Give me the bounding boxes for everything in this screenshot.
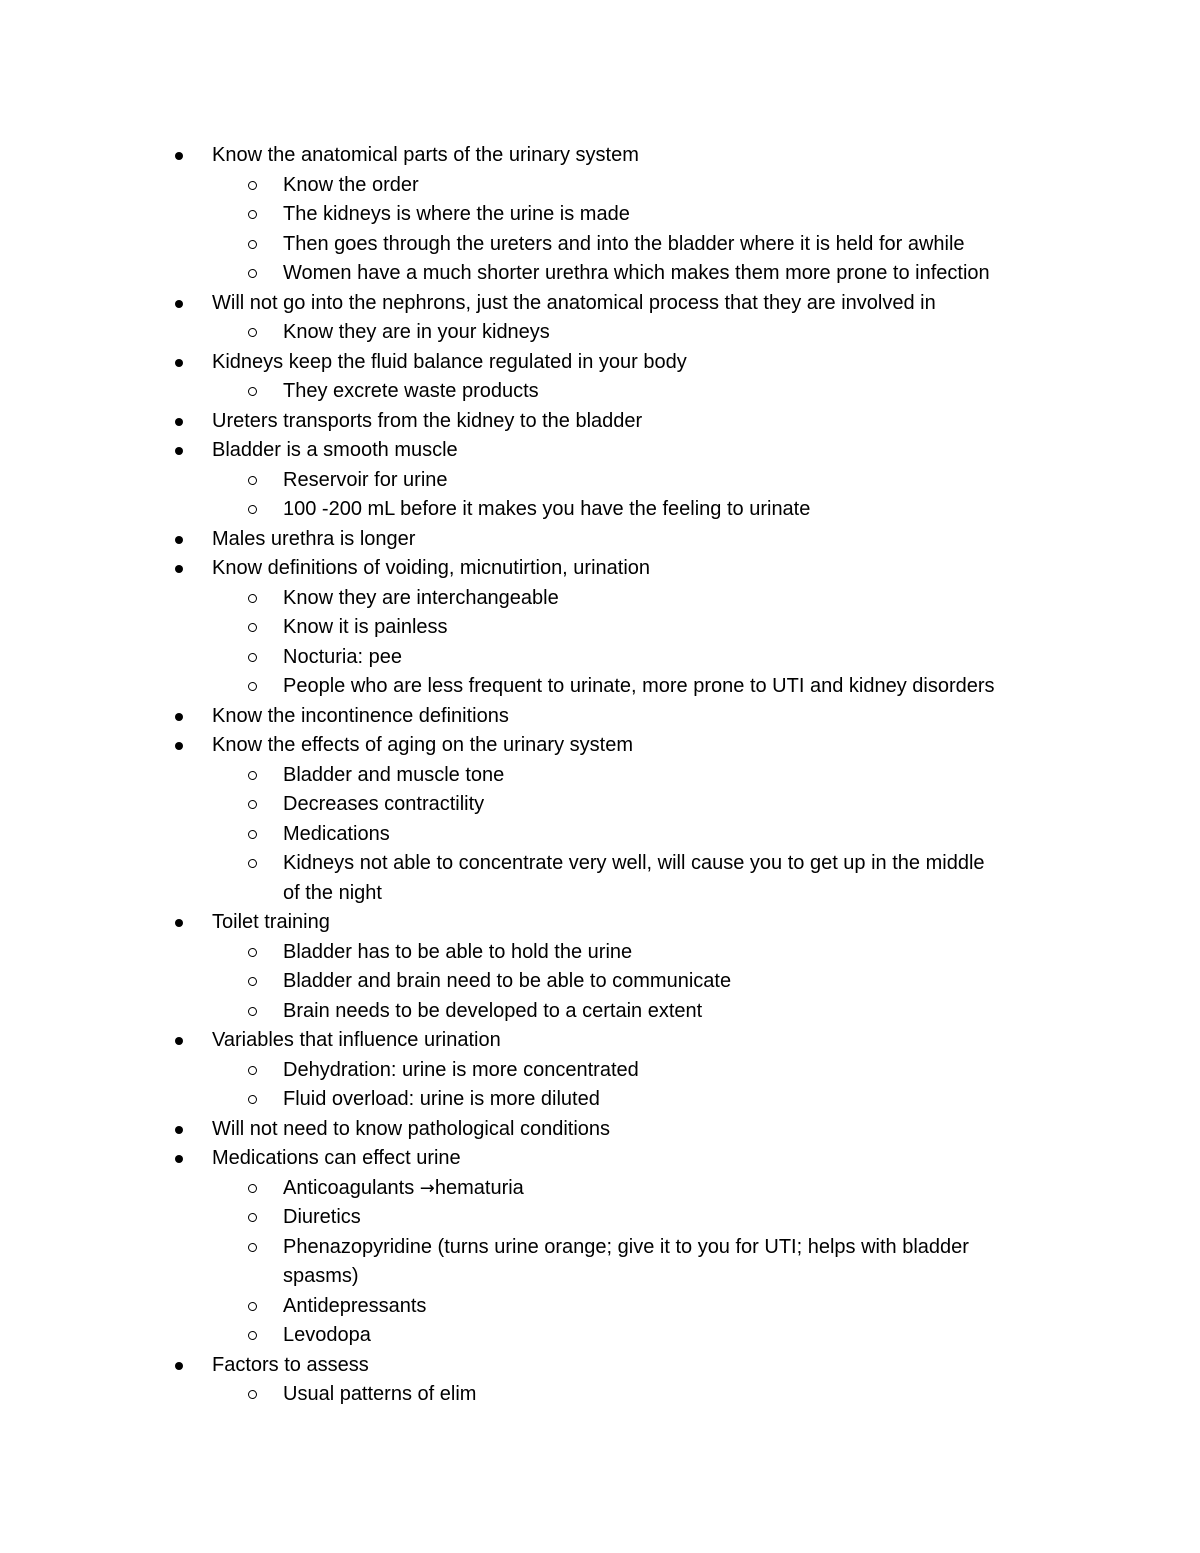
sub-bullet-text: Reservoir for urine [283,468,448,491]
sub-bullet-line [0,1380,1200,1410]
hollow-bullet-icon [248,1184,257,1193]
hollow-bullet-icon [248,210,257,219]
sub-bullet-text: Levodopa [283,1324,371,1346]
filled-bullet-icon [175,300,183,308]
sub-bullet-text: Diuretics [283,1206,361,1228]
sub-bullet-text: Nocturia: pee [283,645,402,668]
sub-bullet-line [0,790,1200,820]
sub-bullet-line [0,1203,1200,1233]
sub-bullet-continuation-text: spasms) [283,1265,359,1287]
sub-bullet-line [0,584,1200,614]
bullet-line [0,1026,1200,1056]
filled-bullet-icon [175,1362,183,1370]
bullet-text: Know the effects of aging on the urinary system [212,734,633,756]
sub-bullet-line [0,1174,1200,1204]
sub-bullet-line [0,820,1200,850]
bullet-item [0,525,1200,555]
bullet-text: Know the anatomical parts of the urinary system [212,144,639,166]
sub-bullet-text: People who are less frequent to urinate, more prone to UTI and kidney disorders [283,675,995,697]
bullet-text: Ureters transports from the kidney to the bladder [212,409,643,432]
sub-bullet-line [0,761,1200,791]
sub-bullet-line [0,230,1200,260]
hollow-bullet-icon [248,181,257,190]
bullet-item [0,141,1200,289]
bullet-text: Factors to assess [212,1353,369,1376]
sub-bullet-text [283,1174,524,1204]
sub-bullet-text: Women have a much shorter urethra which makes them more prone to infection [283,262,990,284]
hollow-bullet-icon [248,948,257,957]
bullet-text: Medications can effect urine [212,1147,461,1169]
hollow-bullet-icon [248,1243,257,1252]
bullet-item [0,731,1200,908]
bullet-item [0,407,1200,437]
sub-bullet-text: Medications [283,822,390,845]
sub-bullet-text: They excrete waste products [283,380,539,402]
right-arrow-icon: → [419,1177,435,1199]
sub-bullet-line [0,1056,1200,1086]
hollow-bullet-icon [248,269,257,278]
hollow-bullet-icon [248,1213,257,1222]
sub-bullet-line [0,997,1200,1027]
sub-bullet-text: Dehydration: urine is more concentrated [283,1058,639,1081]
hollow-bullet-icon [248,800,257,809]
sub-bullet-text: Know it is painless [283,616,448,638]
hollow-bullet-icon [248,328,257,337]
bullet-line [0,554,1200,584]
filled-bullet-icon [175,1155,183,1163]
sub-bullet-line [0,1321,1200,1351]
hollow-bullet-icon [248,1066,257,1075]
hollow-bullet-icon [248,594,257,603]
sub-bullet-text: Know the order [283,173,419,196]
bullet-item [0,1144,1200,1351]
sub-bullet-text: Fluid overload: urine is more diluted [283,1088,600,1110]
sub-bullet-text: Know they are interchangeable [283,586,559,609]
sub-bullet-continuation-text: of the night [283,881,382,904]
bullet-line [0,348,1200,378]
sub-bullet-text: Bladder has to be able to hold the urine [283,940,633,963]
sub-bullet-text: Bladder and muscle tone [283,763,505,786]
bullet-line [0,1115,1200,1145]
sub-bullet-line [0,1292,1200,1322]
hollow-bullet-icon [248,505,257,514]
bullet-text: Toilet training [212,911,330,933]
sub-bullet-text: Brain needs to be developed to a certain extent [283,999,703,1022]
bullet-item [0,436,1200,525]
filled-bullet-icon [175,565,183,573]
sub-bullet-text: Antidepressants [283,1294,427,1317]
hollow-bullet-icon [248,682,257,691]
filled-bullet-icon [175,1037,183,1045]
sub-bullet-line [0,1233,1200,1263]
sub-bullet-line [0,495,1200,525]
bullet-line [0,436,1200,466]
sub-bullet-text: 100 -200 mL before it makes you have the feeling to urinate [283,498,811,520]
filled-bullet-icon [175,152,183,160]
sub-bullet-line [0,643,1200,673]
sub-bullet-text-part: hematuria [434,1176,524,1199]
document-body [0,141,1200,1410]
sub-bullet-line [0,849,1200,879]
hollow-bullet-icon [248,1007,257,1016]
bullet-item [0,289,1200,348]
hollow-bullet-icon [248,771,257,780]
bullet-text: Will not need to know pathological conditions [212,1117,611,1140]
hollow-bullet-icon [248,1302,257,1311]
hollow-bullet-icon [248,476,257,485]
hollow-bullet-icon [248,653,257,662]
bullet-text: Know the incontinence definitions [212,704,509,727]
bullet-item [0,1351,1200,1410]
sub-bullet-line [0,377,1200,407]
sub-bullet-text: Know they are in your kidneys [283,321,550,343]
sub-bullet-text: The kidneys is where the urine is made [283,203,630,225]
hollow-bullet-icon [248,859,257,868]
bullet-item [0,1026,1200,1115]
sub-bullet-text: Kidneys not able to concentrate very well, will cause you to get up in the middle [283,852,985,874]
sub-bullet-line [0,200,1200,230]
filled-bullet-icon [175,418,183,426]
hollow-bullet-icon [248,387,257,396]
hollow-bullet-icon [248,1095,257,1104]
sub-bullet-text: Usual patterns of elim [283,1383,477,1405]
filled-bullet-icon [175,919,183,927]
filled-bullet-icon [175,1126,183,1134]
hollow-bullet-icon [248,240,257,249]
bullet-line [0,525,1200,555]
sub-bullet-continuation-line [0,1262,1200,1292]
bullet-item [0,554,1200,702]
bullet-line [0,908,1200,938]
bullet-line [0,407,1200,437]
filled-bullet-icon [175,713,183,721]
bullet-item [0,908,1200,1026]
bullet-item [0,348,1200,407]
bullet-line [0,731,1200,761]
sub-bullet-text: Bladder and brain need to be able to communicate [283,970,732,992]
sub-bullet-text: Phenazopyridine (turns urine orange; give it to you for UTI; helps with bladder [283,1235,969,1258]
bullet-text: Know definitions of voiding, micnutirtion, urination [212,557,651,579]
filled-bullet-icon [175,447,183,455]
sub-bullet-text: Decreases contractility [283,793,485,815]
sub-bullet-line [0,259,1200,289]
sub-bullet-text-part: Anticoagulants [283,1176,420,1199]
bullet-line [0,141,1200,171]
sub-bullet-line [0,318,1200,348]
filled-bullet-icon [175,359,183,367]
sub-bullet-line [0,613,1200,643]
sub-bullet-line [0,171,1200,201]
bullet-text: Bladder is a smooth muscle [212,439,458,461]
hollow-bullet-icon [248,977,257,986]
bullet-text: Kidneys keep the fluid balance regulated in your body [212,350,687,373]
hollow-bullet-icon [248,623,257,632]
sub-bullet-line [0,938,1200,968]
bullet-line [0,702,1200,732]
hollow-bullet-icon [248,1390,257,1399]
filled-bullet-icon [175,536,183,544]
sub-bullet-text: Then goes through the ureters and into the bladder where it is held for awhile [283,232,965,255]
filled-bullet-icon [175,742,183,750]
bullet-line [0,1144,1200,1174]
hollow-bullet-icon [248,1331,257,1340]
sub-bullet-continuation-line [0,879,1200,909]
hollow-bullet-icon [248,830,257,839]
bullet-text: Will not go into the nephrons, just the anatomical process that they are involved in [212,291,936,314]
sub-bullet-line [0,466,1200,496]
bullet-text: Males urethra is longer [212,527,416,550]
bullet-item [0,702,1200,732]
sub-bullet-line [0,1085,1200,1115]
sub-bullet-line [0,967,1200,997]
bullet-line [0,289,1200,319]
sub-bullet-line [0,672,1200,702]
bullet-line [0,1351,1200,1381]
bullet-text: Variables that influence urination [212,1029,501,1051]
bullet-item [0,1115,1200,1145]
